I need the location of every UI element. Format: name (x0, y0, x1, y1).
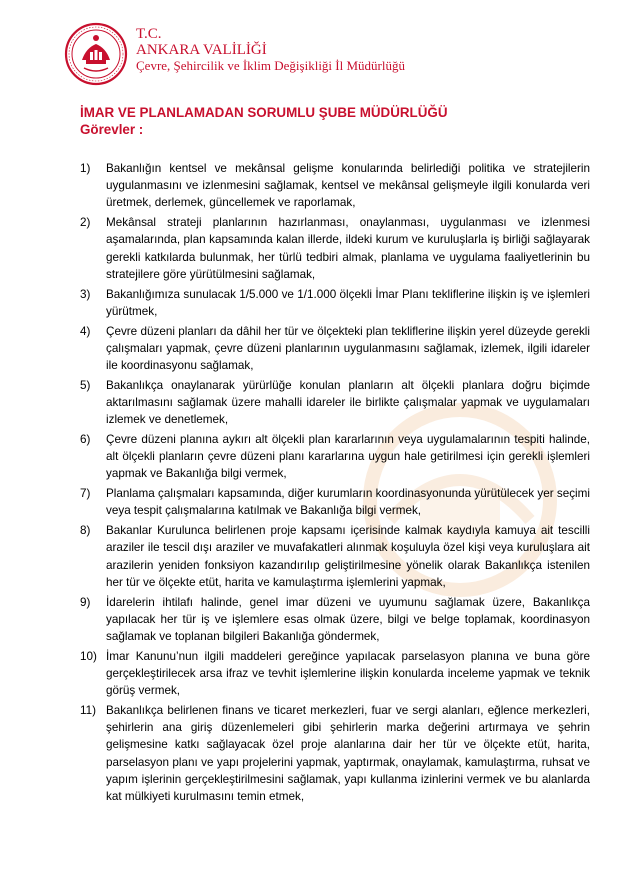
duty-number: 10) (80, 649, 97, 663)
duty-text: Bakanlar Kurulunca belirlenen proje kapsamı içerisinde kalmak kaydıyla kamuya ait tescilli araziler ile tescil dışı araziler ve muvafakatleri alınmak koşuluyla özel kişi veya kuruluşlara ait arazilerin yeniden fonksiyon kazandırılıp geliştirilmesine yönelik olarak Bakanlıkça istenilen her tür ve ölçekte etüt, harita ve kamulaştırma işlemlerini yapmak, (106, 524, 590, 589)
duty-item (80, 286, 590, 320)
duty-text: İmar Kanunu’nun ilgili maddeleri gereğince yapılacak parselasyon planına ve buna göre gerçekleştirilecek arsa ifraz ve tevhit işlemlerine ilişkin konularda inceleme yapmak ve teknik görüş vermek, (106, 649, 590, 698)
section-subtitle: Görevler : (80, 122, 144, 137)
duty-number: 3) (80, 287, 91, 301)
duty-number: 4) (80, 324, 91, 338)
duty-number: 6) (80, 433, 91, 447)
duty-number: 8) (80, 524, 91, 538)
letterhead (64, 20, 604, 90)
duty-text: Bakanlıkça onaylanarak yürürlüğe konulan planların alt ölçekli planlara doğru biçimde aktarılmasını sağlamak üzere mahalli idareler ile birlikte çalışmalar yapmak ve uygulamaları izlemek ve denetlemek, (106, 378, 590, 427)
duty-item (80, 648, 590, 700)
duty-text: İdarelerin ihtilafı halinde, genel imar düzeni ve uyumunu sağlamak üzere, Bakanlıkça yapılacak her tür iş ve işlemlere esas olmak üzere, bilgi ve belge toplamak, koordinasyon sağlamak ve toplanan bilgileri Bakanlığa göndermek, (106, 595, 590, 644)
duty-text: Mekânsal strateji planlarının hazırlanması, onaylanması, uygulanması ve izlenmesi aşamalarında, plan kapsamında kalan illerde, ildeki kurum ve kuruluşlarla iş birliği sağlayarak gerekli katkılarda bulunmak, her türlü tedbiri almak, planlama ve uygulama faaliyetlerinin bu stratejilere göre yürütülmesini sağlamak, (106, 216, 590, 281)
duty-text: Planlama çalışmaları kapsamında, diğer kurumların koordinasyonunda yürütülecek yer seçimi veya tespit çalışmalarına katılmak ve Bakanlığa bilgi vermek, (106, 487, 590, 518)
duty-item (80, 594, 590, 646)
header-governorship: ANKARA VALİLİĞİ (136, 42, 267, 58)
governorship-seal-icon (64, 22, 128, 86)
page-title: İMAR VE PLANLAMADAN SORUMLU ŞUBE MÜDÜRLÜĞÜ (80, 105, 448, 120)
document-body (80, 104, 590, 808)
duty-text: Çevre düzeni planları da dâhil her tür ve ölçekteki plan tekliflerine ilişkin yerel düzeyde gerekli çalışmaları yapmak, çevre düzeni planlarının uygulanmasını sağlamak, izlemek, ilgili idareler ile koordinasyonu sağlamak, (106, 324, 590, 373)
duty-number: 2) (80, 216, 91, 230)
duty-text: Çevre düzeni planına aykırı alt ölçekli plan kararlarının veya uygulamalarının tespiti halinde, alt ölçekli planların çevre düzeni planı kararlarına uygun hale getirilmesi için gerekli işlemleri yapmak ve Bakanlığa bilgi vermek, (106, 433, 590, 481)
duty-number: 9) (80, 595, 91, 609)
duties-list (80, 160, 590, 805)
duty-item (80, 431, 590, 483)
duty-item (80, 702, 590, 805)
duty-item (80, 522, 590, 591)
duty-text: Bakanlığın kentsel ve mekânsal gelişme konularında belirlediği politika ve stratejilerin uygulanmasını ve izlenmesini sağlamak, kentsel ve mekânsal gelişmeyle ilgili konularda veri üretmek, derlemek, güncellemek ve raporlamak, (106, 162, 590, 210)
duty-item (80, 323, 590, 375)
duty-number: 7) (80, 487, 91, 501)
duty-item (80, 485, 590, 519)
header-directorate: Çevre, Şehircilik ve İklim Değişikliği İl Müdürlüğü (136, 58, 405, 73)
duty-item (80, 377, 590, 429)
duty-number: 1) (80, 162, 91, 175)
header-tc: T.C. (136, 26, 162, 42)
duty-text: Bakanlığımıza sunulacak 1/5.000 ve 1/1.000 ölçekli İmar Planı tekliflerine ilişkin iş ve işlemleri yürütmek, (106, 287, 590, 318)
duty-item (80, 214, 590, 283)
duty-number: 11) (80, 704, 97, 718)
duty-text: Bakanlıkça belirlenen finans ve ticaret merkezleri, fuar ve sergi alanları, eğlence merkezleri, şehirlerin ana giriş düzenlemeleri gibi şehirlerin marka değerini artırmaya ve şehrin gelişmesine katkı sağlayacak özel proje alanlarına dair her tür ve ölçekte etüt, harita, parselasyon planı ve yapı projelerini yapmak, yaptırmak, onaylamak, kamulaştırma, ruhsat ve yapım işlerinin gerçekleştirilmesini sağlamak, yapı kullanma izinlerini vermek ve bu alanlarda kat mülkiyeti kurulmasını temin etmek, (106, 704, 590, 804)
duty-number: 5) (80, 378, 91, 392)
duty-item (80, 160, 590, 212)
